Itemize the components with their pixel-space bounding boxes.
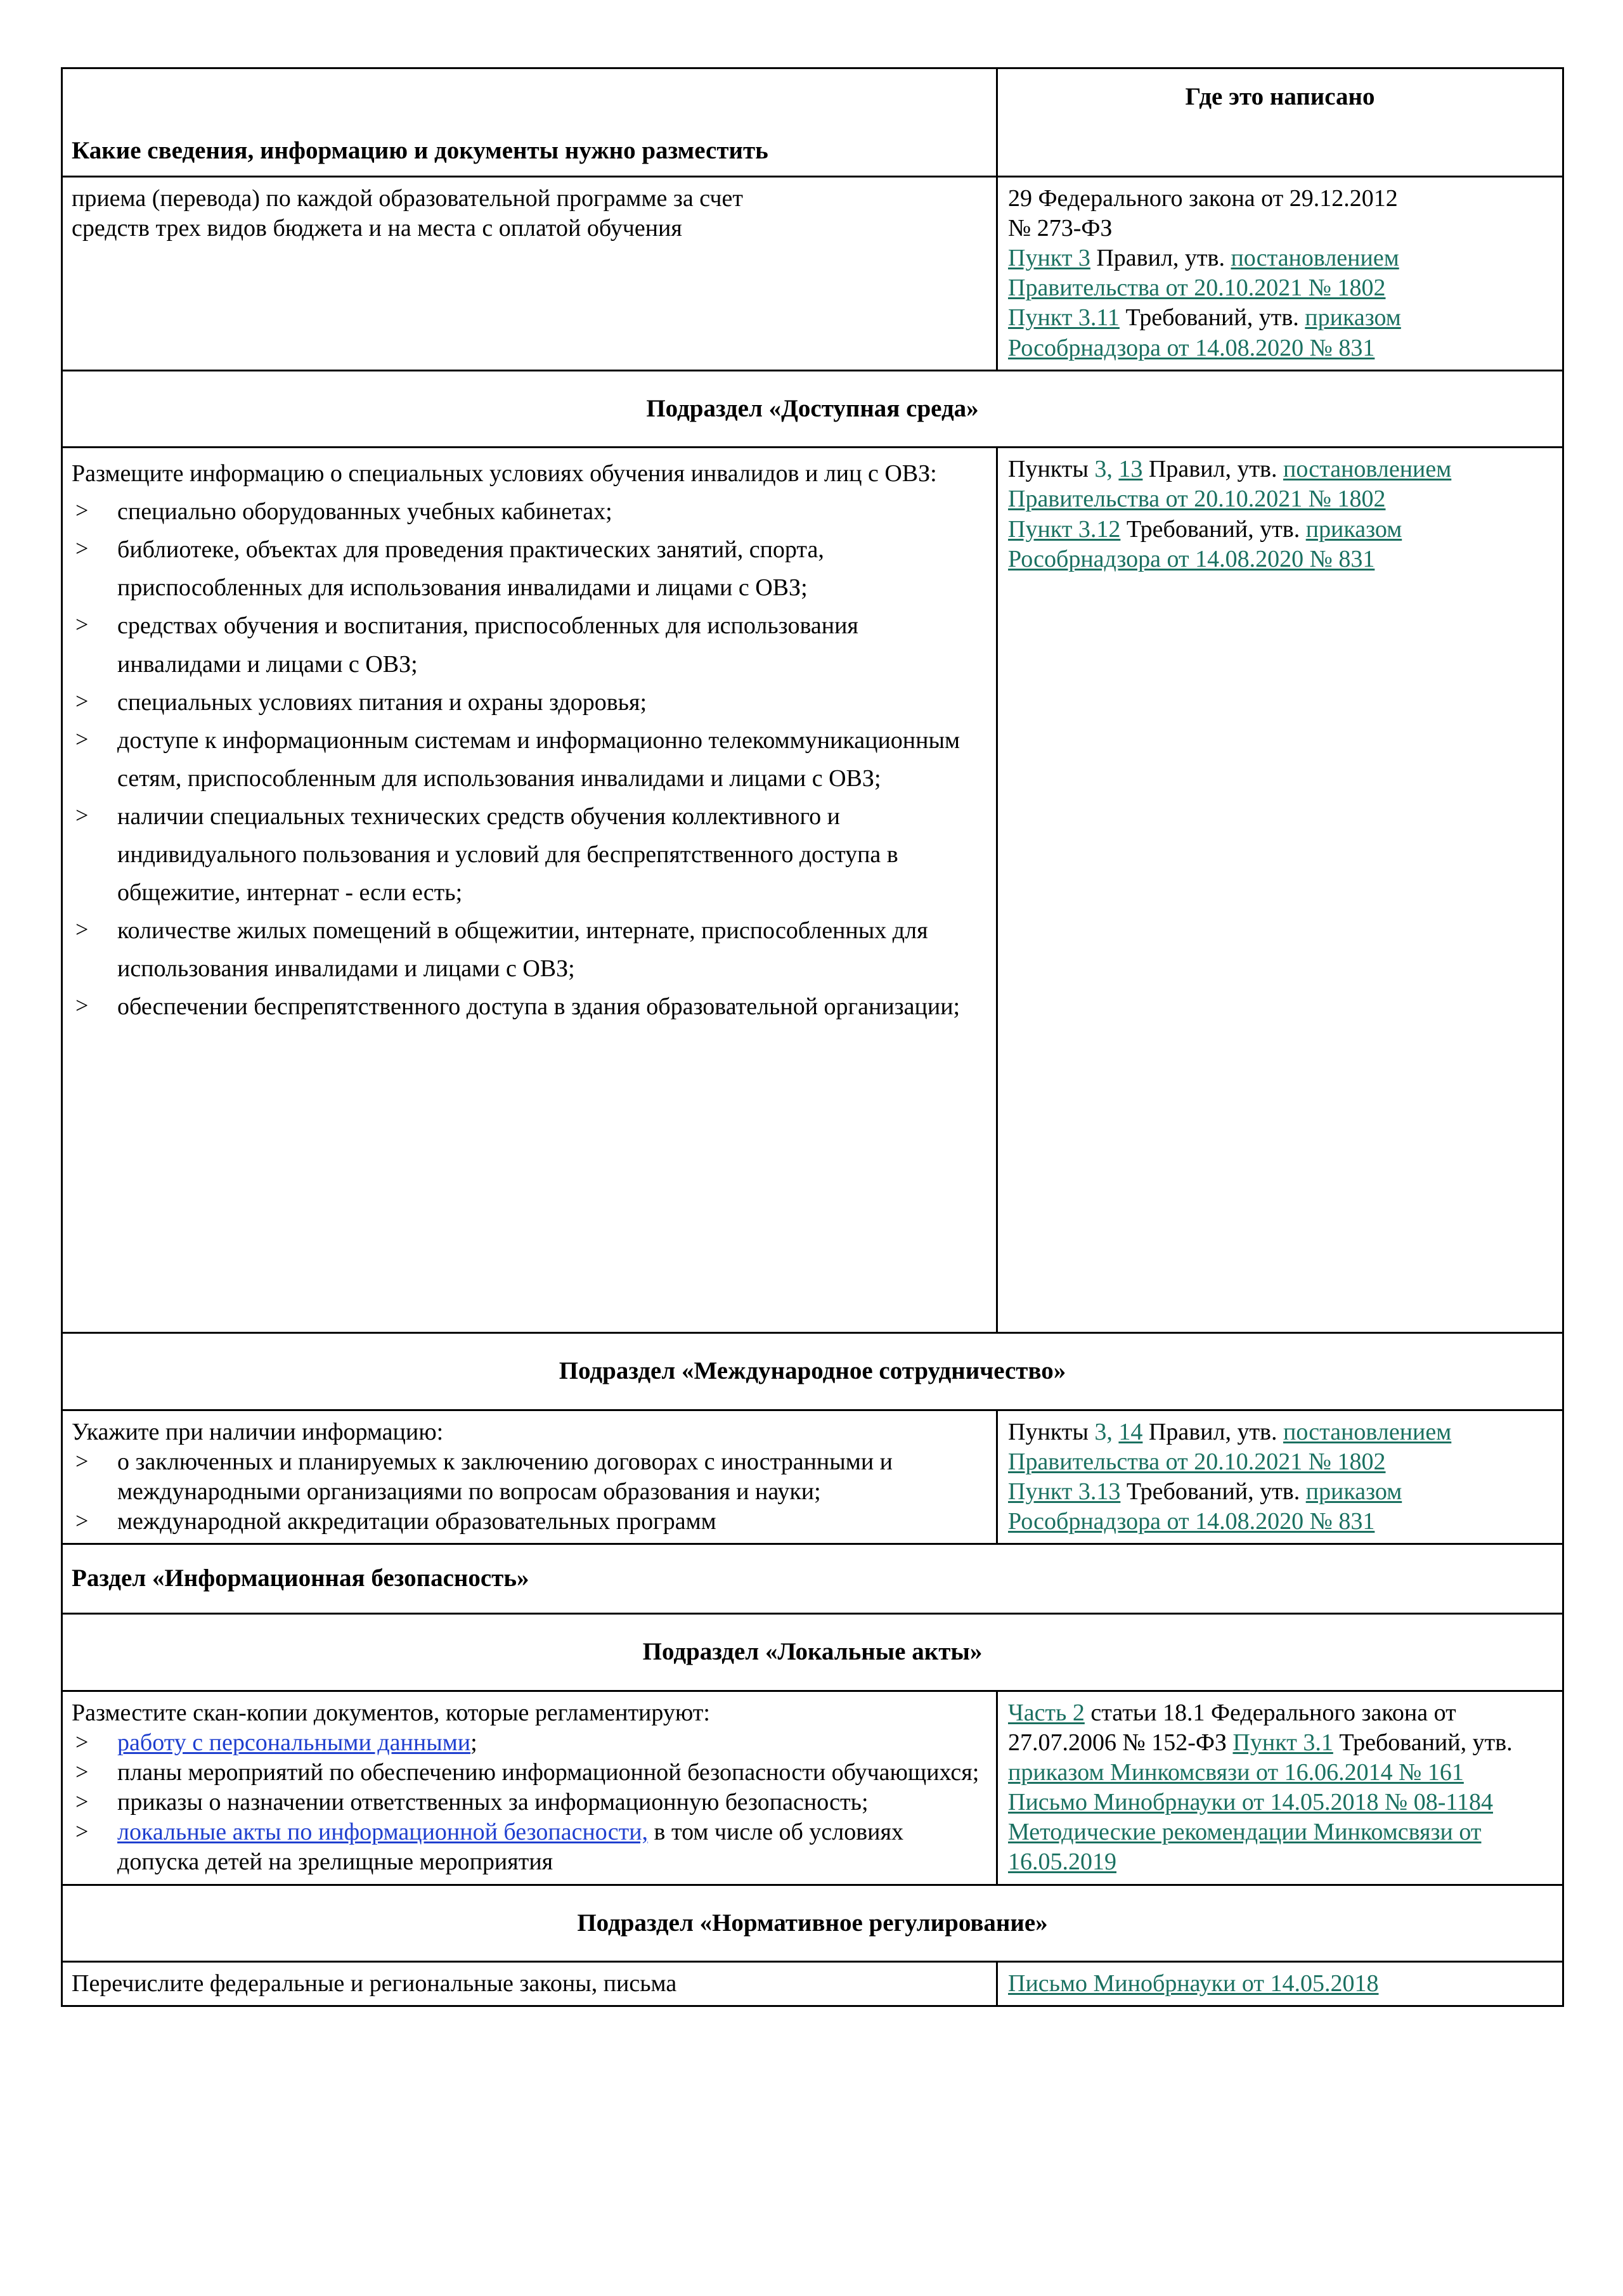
row4-bullet-list [72,1447,987,1537]
link-postanovlenie-1802[interactable]: постановлением Правительства от 20.10.2021 № 1802 [1008,1419,1452,1476]
row2-ref-requirements [1008,515,1553,574]
table-row [62,1691,1563,1885]
link-punkt-14[interactable]: 14 [1118,1419,1143,1446]
row7-left-cell [62,1691,997,1885]
row7-left-text [63,1692,996,1884]
requirements-table [61,67,1564,2007]
section-cell [62,1614,1563,1691]
link-punkt-3[interactable]: Пункт 3 [1008,245,1090,272]
link-prikaz-minkomsvyazi-161[interactable]: приказом Минкомсвязи от 16.06.2014 № 161 [1008,1759,1464,1786]
table-row [62,177,1563,371]
link-pismo-minobrnauki-2018[interactable]: Письмо Минобрнауки от 14.05.2018 [1008,1970,1379,1997]
table-row [62,448,1563,1333]
section-row-mezhdunarodnoe [62,1333,1563,1410]
row0-mid-2: Требований, утв. [1119,304,1305,332]
link-punkt-3-11[interactable]: Пункт 3.11 [1008,304,1120,332]
header-cell-where [997,68,1563,177]
section-cell [62,1333,1563,1410]
table-row [62,1962,1563,2006]
header-label-where: Где это написано [1185,83,1375,110]
link-punkt-3-1[interactable]: Пункт 3.1 [1232,1729,1333,1756]
row4-mid-2: Требований, утв. [1120,1478,1306,1506]
link-postanovlenie-1802[interactable]: постановлением Правительства от 20.10.2021 № 1802 [1008,456,1452,513]
table-row [62,1410,1563,1544]
row2-bullet-list [72,493,987,1025]
link-local-acts-infosec[interactable]: локальные акты по информационной безопасности, [117,1819,649,1846]
row9-left-cell [62,1962,997,2006]
section-row-lokalnye-akty [62,1614,1563,1691]
row9-right-cell [997,1962,1563,2006]
link-chast-2[interactable]: Часть 2 [1008,1699,1085,1726]
list-item: > обеспечении беспрепятственного доступа в здания образовательной организации; [72,988,987,1026]
row7-ref-method [1008,1817,1553,1877]
row2-ref-rules [1008,455,1553,514]
link-prikaz-831[interactable]: приказом Рособрнадзора от 14.08.2020 № 831 [1008,515,1402,572]
link-postanovlenie-1802[interactable]: постановлением Правительства от 20.10.2021 № 1802 [1008,245,1399,302]
row7-ref-block [1008,1698,1553,1788]
row4-right-cell [997,1410,1563,1544]
list-item: > планы мероприятий по обеспечению информационной безопасности обучающихся; [72,1758,987,1788]
row0-left-text [63,177,996,250]
row4-pre: Пункты [1008,1419,1095,1446]
table-header-row [62,68,1563,177]
section-title-normativnoe: Подраздел «Нормативное регулирование» [577,1909,1048,1937]
section-row-normativnoe [62,1885,1563,1962]
link-punkt-3-12[interactable]: Пункт 3.12 [1008,515,1121,543]
row0-line2: средств трех видов бюджета и на места с оплатой обучения [72,215,682,242]
row0-ref-rules [1008,243,1553,303]
section-title-lokalnye-akty: Подраздел «Локальные акты» [642,1638,983,1666]
row2-left-text [63,448,996,1031]
row2-mid: Правил, утв. [1142,456,1283,483]
section-cell [62,370,1563,448]
row7-bullet-list [72,1728,987,1878]
row7-right-cell [997,1691,1563,1885]
link-pismo-minobrnauki-08-1184[interactable]: Письмо Минобрнауки от 14.05.2018 № 08-1184 [1008,1789,1493,1816]
row2-lead: Размещите информацию о специальных условиях обучения инвалидов и лиц с ОВЗ: [72,460,937,487]
list-item: > количестве жилых помещений в общежитии, интернате, приспособленных для использования инвалидами и лицами с ОВЗ; [72,912,987,988]
row2-pre: Пункты [1008,456,1095,483]
header-label-what: Какие сведения, информацию и документы нужно разместить [72,137,768,165]
row7-ref-letter [1008,1788,1553,1817]
row4-num-green: 3, [1094,1419,1113,1446]
list-item: > доступе к информационным системам и информационно телекоммуникационным сетям, приспособленным для использования инвалидами и лицами с ОВЗ; [72,721,987,797]
row9-left-text [63,1963,996,2005]
row0-ref-requirements [1008,303,1553,363]
row7-b0-after: ; [470,1729,477,1756]
row2-mid-2: Требований, утв. [1120,515,1306,543]
row0-plain-line1: 29 Федерального закона от 29.12.2012 [1008,185,1398,212]
row4-ref-rules [1008,1417,1553,1477]
link-personal-data[interactable]: работу с персональными данными [117,1729,471,1756]
row4-mid: Правил, утв. [1142,1419,1283,1446]
row4-left-text [63,1411,996,1543]
section-row-infobez [62,1544,1563,1614]
list-item [72,1728,987,1758]
row2-left-cell [62,448,997,1333]
row2-right-text [998,448,1562,580]
list-item: > приказы о назначении ответственных за информационную безопасность; [72,1788,987,1817]
row9-right-text [998,1963,1562,2005]
list-item: > специально оборудованных учебных кабинетах; [72,493,987,531]
section-cell [62,1544,1563,1614]
row7-mid-2: Требований, утв. [1333,1729,1513,1756]
row4-ref-requirements [1008,1477,1553,1537]
header-cell-what [62,68,997,177]
row2-right-cell [997,448,1563,1333]
list-item: > наличии специальных технических средств обучения коллективного и индивидуального пользования и условий для беспрепятственного доступа в общежитие, интернат - если есть; [72,797,987,912]
section-title-infobez: Раздел «Информационная безопасность» [72,1564,529,1592]
row7-lead: Разместите скан-копии документов, которые регламентируют: [72,1699,710,1726]
row4-left-cell [62,1410,997,1544]
row4-lead: Укажите при наличии информацию: [72,1419,444,1446]
row7-right-text [998,1692,1562,1884]
row9-line1: Перечислите федеральные и региональные законы, письма [72,1970,677,1997]
row0-left-cell [62,177,997,371]
list-item: > специальных условиях питания и охраны здоровья; [72,683,987,721]
row0-plain-line2: № 273-ФЗ [1008,215,1113,242]
section-row-dostupnaya-sreda [62,370,1563,448]
link-punkt-3-13[interactable]: Пункт 3.13 [1008,1478,1121,1506]
list-item [72,1817,987,1877]
link-punkt-13[interactable]: 13 [1118,456,1143,483]
link-prikaz-831[interactable]: приказом Рособрнадзора от 14.08.2020 № 831 [1008,304,1401,361]
section-title-mezhdunarodnoe: Подраздел «Международное сотрудничество» [559,1357,1066,1385]
list-item: > библиотеке, объектах для проведения практических занятий, спорта, приспособленных для использования инвалидами и лицами с ОВЗ; [72,531,987,607]
link-metodicheskie-rekomendacii[interactable]: Методические рекомендации Минкомсвязи от 16.05.2019 [1008,1819,1482,1876]
row0-mid-1: Правил, утв. [1090,245,1231,272]
link-prikaz-831[interactable]: приказом Рособрнадзора от 14.08.2020 № 831 [1008,1478,1402,1535]
list-item: > международной аккредитации образовательных программ [72,1507,987,1537]
section-title-dostupnaya-sreda: Подраздел «Доступная среда» [646,394,979,422]
row2-num-green: 3, [1094,456,1113,483]
row4-right-text [998,1411,1562,1543]
row0-line1: приема (перевода) по каждой образовательной программе за счет [72,185,743,212]
list-item: > средствах обучения и воспитания, приспособленных для использования инвалидами и лицами с ОВЗ; [72,607,987,683]
row7-b3-after: в том числе об условиях допуска детей на зрелищные мероприятия [117,1819,903,1876]
row7-mid-1: статьи 18.1 Федерального закона от 27.07.2006 № 152-ФЗ [1008,1699,1456,1756]
row0-right-cell [997,177,1563,371]
row0-right-text [998,177,1562,370]
section-cell [62,1885,1563,1962]
list-item: > о заключенных и планируемых к заключению договорах с иностранными и международными организациями по вопросам образования и науки; [72,1447,987,1507]
